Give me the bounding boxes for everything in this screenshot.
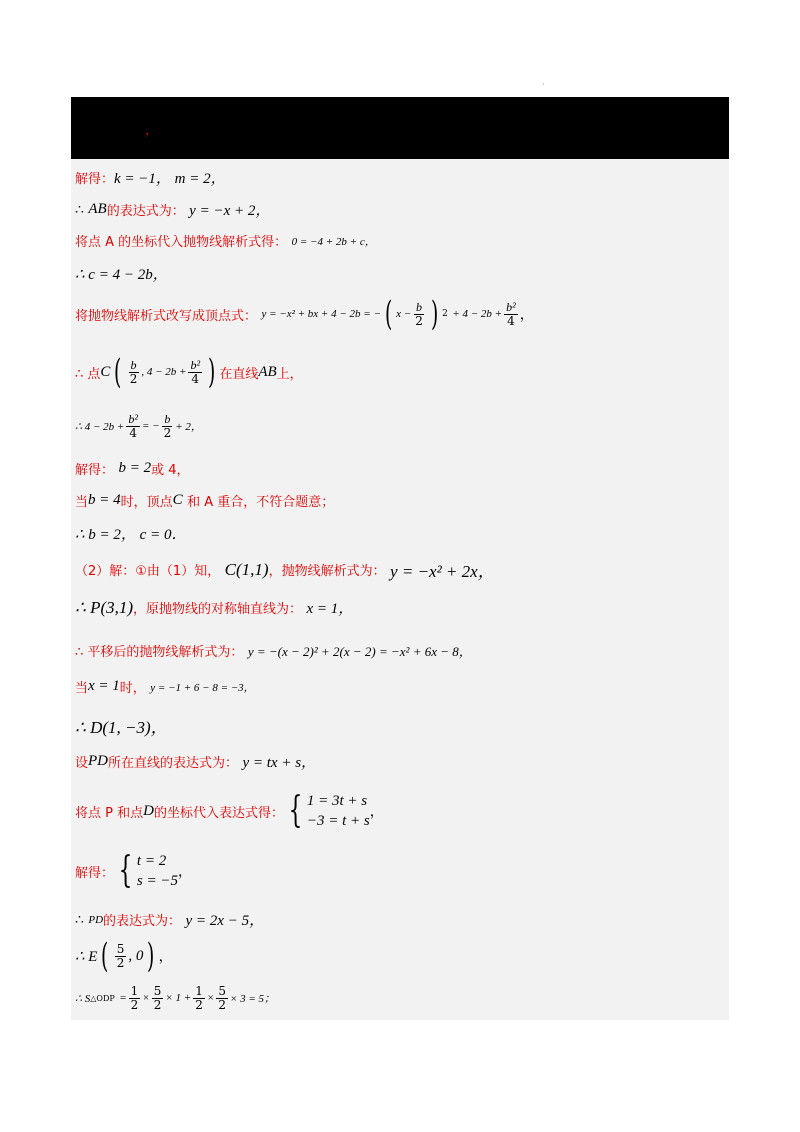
right-paren: ) [208,352,216,392]
solution-line-17 [75,791,723,832]
fraction-b-over-2 [413,301,425,327]
solution-line-3 [75,231,723,250]
line-math: AB [258,363,277,380]
line-label: 当 [75,681,89,696]
line-math: × 3 = 5； [229,993,276,1006]
line-label: 将点 A 的坐标代入抛物线解析式得： [75,235,288,250]
fraction-numerator: 5 [116,941,125,956]
fraction-numerator: b² [506,299,516,314]
left-brace: { [288,790,303,832]
line-math: ∴ S [75,992,91,1005]
solution-line-6 [75,352,723,392]
solution-line-9 [75,491,723,510]
line-math: C [100,363,111,380]
system-equation-2: −3 = t + s [306,813,370,830]
solution-line-19 [75,909,723,930]
line-math: PD [88,753,109,769]
line-label: 时，顶点 [120,495,173,510]
fraction-numerator: 1 [130,984,139,998]
line-math: y = −x² + bx + 4 − 2b = − [261,308,381,320]
fraction-numerator: 5 [153,984,162,998]
system-equation-1: t = 2 [136,853,167,869]
line-math: y = −x² + 2x， [390,562,495,581]
line-tail: ， [158,949,173,965]
fraction-numerator: b [416,299,423,314]
solution-line-13 [75,641,723,660]
fraction-b-over-2 [162,413,174,439]
line-math: D [143,802,154,819]
left-paren: ( [114,352,122,392]
fraction-5-over-2 [115,943,127,969]
line-label: 时， [119,681,146,696]
left-brace: { [118,850,133,892]
exponent: 2 [442,309,448,319]
line-math: C [172,492,183,508]
fraction-numerator: 1 [195,984,203,998]
line-math: ∴ b = 2， c = 0． [75,527,187,543]
line-math: = − [141,420,160,433]
solution-line-10 [75,523,723,544]
line-math: , 0 [128,947,144,964]
line-math: + 2， [175,421,202,434]
fraction-denominator: 2 [163,425,172,440]
therefore-symbol: ∴ [75,911,84,928]
line-label: 设 [75,756,89,771]
line-math: + 4 − 2b + [452,308,503,320]
solution-line-8 [75,459,723,478]
therefore-symbol: ∴ [75,201,84,218]
line-math: PD [88,913,104,926]
fraction-b2-over-4 [126,413,140,439]
right-paren: ) [430,294,439,334]
solution-line-11 [75,557,723,582]
solution-line-14 [75,677,723,696]
line-math: x = 1 [88,678,120,694]
line-math: 0 = −4 + 2b + c， [291,235,376,248]
line-label: ∴ 平移后的抛物线解析式为： [75,645,244,660]
line-label: 解得： [75,172,115,187]
fraction-denominator: 2 [116,955,125,970]
solution-line-15 [75,713,723,738]
line-label: ，抛物线解析式为： [268,564,386,579]
line-label: 解得： [75,463,115,478]
solution-line-2 [75,199,723,220]
page-marker-dot: · [542,80,545,89]
line-math: , 4 − 2b + [141,366,187,378]
line-label: 解得： [75,865,115,881]
line-label: 或 4， [151,463,190,478]
line-math: x = 1， [306,601,354,617]
line-math: ∴ 4 − 2b + [75,420,125,433]
fraction-numerator: b² [190,357,201,372]
solution-line-16 [75,751,723,772]
line-label: 的表达式为： [106,204,185,219]
fraction-b-over-2 [128,359,140,385]
area-subscript: △ODP [90,993,115,1003]
line-math: × [142,992,150,1005]
fraction-denominator: 2 [218,997,226,1012]
left-paren: ( [384,294,393,334]
system-equation-2: s = −5 [136,873,179,890]
line-label: 在直线 [219,366,259,382]
fraction-denominator: 4 [507,313,515,328]
header-bar [71,97,729,159]
line-tail: ， [178,864,193,881]
line-math: = [119,992,127,1005]
fraction-denominator: 2 [130,997,139,1012]
line-math: y = −(x − 2)² + 2(x − 2) = −x² + 6x − 8， [247,644,472,659]
line-label: ∴ 点 [75,366,101,382]
line-math: y = tx + s， [242,755,317,771]
line-math: ∴ P(3,1) [75,597,134,617]
line-tail: ， [519,307,534,323]
line-math: x − [396,308,412,320]
line-label: 上， [276,366,303,382]
line-label: 和 A 重合，不符合题意； [187,495,335,510]
solution-line-5 [75,294,723,334]
solution-line-18 [75,851,723,892]
solution-line-1 [75,167,723,188]
solution-panel [71,159,729,1020]
equation-system [114,851,178,892]
header-mark: ， [145,123,159,138]
fraction-numerator: b [130,357,137,372]
line-tail: ， [369,804,384,821]
equation-system [284,791,370,832]
fraction-1-over-2 [129,985,141,1011]
line-math: b = 4 [88,492,121,508]
solution-line-21 [75,985,723,1011]
line-math: y = 2x − 5， [185,913,265,929]
fraction-b2-over-4 [504,301,518,327]
solution-line-20 [75,936,723,976]
line-label: 的表达式为： [103,914,182,929]
solution-line-7 [75,413,723,439]
line-label: 将点 P 和点 [75,805,144,821]
left-paren: ( [101,936,109,976]
line-math: C(1,1) [224,559,269,579]
right-paren: ) [147,936,155,976]
fraction-denominator: 2 [195,997,203,1012]
line-math: y = −x + 2， [189,203,271,219]
fraction-numerator: b [164,412,171,426]
line-math: × [206,992,215,1005]
system-equation-1: 1 = 3t + s [306,793,368,809]
fraction-denominator: 2 [153,997,162,1012]
line-label: ，原抛物线的对称轴直线为： [133,602,303,617]
fraction-denominator: 4 [191,371,200,386]
solution-line-12 [75,597,723,618]
line-math: ∴ E [75,948,98,965]
line-label: 当 [75,495,89,510]
line-label: 的坐标代入表达式得： [153,805,284,821]
fraction-5-over-2 [216,985,228,1011]
fraction-denominator: 2 [415,313,423,328]
line-math: × 1 + [165,992,192,1005]
line-math: b = 2 [118,460,152,476]
fraction-5-over-2 [152,985,164,1011]
line-math: AB [88,201,107,217]
fraction-1-over-2 [193,985,205,1011]
fraction-b2-over-4 [188,359,202,385]
line-math: y = −1 + 6 − 8 = −3， [150,681,255,694]
solution-line-4 [75,263,723,284]
fraction-denominator: 2 [129,371,138,386]
fraction-numerator: b² [128,412,138,426]
line-math: k = −1， m = 2， [114,171,226,187]
line-label: （2）解：①由（1）知， [75,564,221,579]
line-math: ∴ D(1, −3)， [75,718,168,737]
fraction-denominator: 4 [129,425,137,440]
line-label: 将抛物线解析式改写成顶点式： [75,308,258,324]
fraction-numerator: 5 [218,984,226,998]
line-label: 所在直线的表达式为： [108,756,239,771]
line-math: ∴ c = 4 − 2b， [75,267,168,283]
